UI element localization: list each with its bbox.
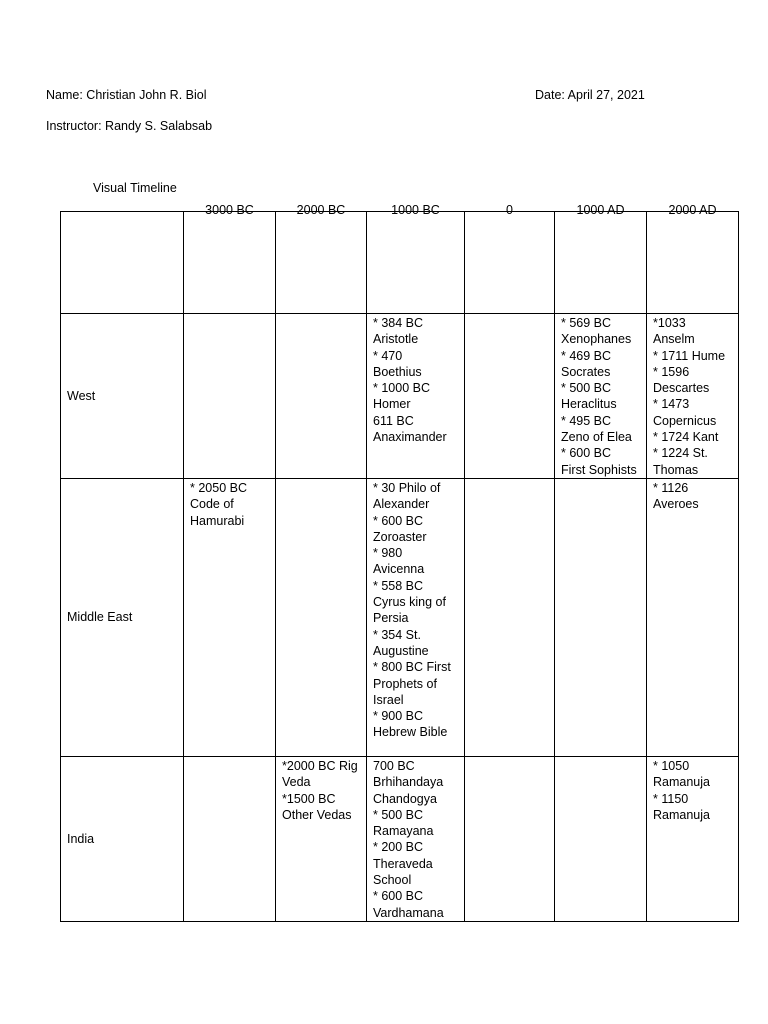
timeline-entry-line: Avicenna — [373, 562, 425, 577]
timeline-entry-line: * 1000 BC — [373, 381, 430, 396]
header-cell-0: 0 — [465, 212, 555, 314]
timeline-entry-line: * 558 BC — [373, 578, 424, 593]
header-cell-2000ad: 2000 AD — [647, 212, 739, 314]
timeline-cell — [465, 314, 555, 479]
timeline-entry-line: Cyrus king of — [373, 595, 446, 610]
timeline-entry-line: Israel — [373, 692, 404, 707]
timeline-cell — [276, 756, 367, 921]
timeline-entry-line: * 1711 Hume — [653, 348, 726, 363]
timeline-entry-line: * 200 BC — [373, 840, 424, 855]
timeline-entry-line: Vardhamana — [373, 905, 444, 920]
student-name: Name: Christian John R. Biol — [46, 88, 207, 102]
timeline-cell — [555, 756, 647, 921]
header-cell-2000bc: 2000 BC — [276, 212, 367, 314]
timeline-entry-line: * 354 St. — [373, 627, 421, 642]
timeline-entry-line: *1500 BC — [282, 791, 336, 806]
timeline-entry-line: 700 BC — [373, 758, 415, 773]
timeline-cell — [367, 314, 465, 479]
timeline-row-india — [61, 756, 739, 921]
timeline-entry-line: Xenophanes — [561, 332, 632, 347]
timeline-entry-line: * 1473 — [653, 397, 690, 412]
timeline-entry-line: Brhihandaya — [373, 775, 444, 790]
timeline-entry-line: * 600 BC — [561, 446, 612, 461]
timeline-entry-line: *1033 — [653, 316, 686, 330]
timeline-cell — [465, 478, 555, 756]
timeline-entry-line: * 900 BC — [373, 709, 424, 724]
timeline-entry-line: Boethius — [373, 364, 422, 379]
timeline-entry-line: * 1724 Kant — [653, 430, 719, 445]
timeline-entry-line: School — [373, 873, 412, 888]
timeline-entry-line: * 600 BC — [373, 513, 424, 528]
timeline-entry-line: * 569 BC — [561, 316, 612, 330]
timeline-cell — [184, 478, 276, 756]
timeline-row-middle-east — [61, 478, 739, 756]
timeline-entry-line: * 470 — [373, 348, 403, 363]
timeline-entry-line: Persia — [373, 611, 409, 626]
timeline-entry-line: Averoes — [653, 497, 699, 512]
timeline-entry-line: Ramanuja — [653, 807, 710, 822]
timeline-entry-line: Chandogya — [373, 791, 437, 806]
timeline-cell — [276, 478, 367, 756]
timeline-entry-line: * 800 BC First — [373, 660, 451, 675]
timeline-entry-line: Aristotle — [373, 332, 419, 347]
timeline-entry-line: First Sophists — [561, 462, 637, 477]
timeline-cell — [647, 314, 739, 479]
header-cell-3000bc: 3000 BC — [184, 212, 276, 314]
timeline-cell — [647, 478, 739, 756]
region-label: Middle East — [61, 478, 184, 756]
timeline-entry-line: * 1224 St. — [653, 446, 708, 461]
timeline-entry-line: * 1596 — [653, 364, 690, 379]
region-label: West — [61, 314, 184, 479]
instructor-name: Instructor: Randy S. Salabsab — [46, 119, 213, 133]
timeline-entry-line: * 495 BC — [561, 413, 612, 428]
timeline-entry-line: Zoroaster — [373, 529, 427, 544]
timeline-entry-line: Copernicus — [653, 413, 717, 428]
timeline-cell — [555, 478, 647, 756]
timeline-cell — [367, 756, 465, 921]
timeline-cell — [184, 314, 276, 479]
timeline-entry-line: * 980 — [373, 546, 403, 561]
timeline-entry-line: Thomas — [653, 462, 699, 477]
timeline-cell — [465, 756, 555, 921]
timeline-entry-line: Socrates — [561, 364, 611, 379]
document-date: Date: April 27, 2021 — [535, 88, 645, 102]
timeline-entry-line: * 1150 — [653, 791, 689, 806]
region-label: India — [61, 756, 184, 921]
timeline-row-west — [61, 314, 739, 479]
timeline-entry-line: Theraveda — [373, 856, 433, 871]
timeline-entry-line: 611 BC — [373, 413, 414, 428]
timeline-entry-line: Alexander — [373, 497, 430, 512]
timeline-entry-line: Prophets of — [373, 676, 437, 691]
timeline-entry-line: * 1050 — [653, 758, 690, 773]
timeline-entry-line: * 469 BC — [561, 348, 612, 363]
timeline-entry-line: * 384 BC — [373, 316, 424, 330]
timeline-entry-line: * 1126 — [653, 480, 689, 495]
timeline-entry-line: Heraclitus — [561, 397, 617, 412]
timeline-entry-line: Ramayana — [373, 824, 434, 839]
timeline-entry-line: Anaximander — [373, 430, 447, 445]
timeline-entry-line: * 500 BC — [373, 807, 424, 822]
timeline-cell — [184, 756, 276, 921]
timeline-entry-line: * 30 Philo of — [373, 480, 441, 495]
timeline-entry-line: Ramanuja — [653, 775, 710, 790]
timeline-entry-line: * 2050 BC — [190, 480, 247, 495]
timeline-cell — [555, 314, 647, 479]
timeline-entry-line: Code of — [190, 497, 234, 512]
timeline-table — [60, 203, 739, 922]
timeline-entry-line: Hamurabi — [190, 513, 245, 528]
timeline-entry-line: Homer — [373, 397, 411, 412]
timeline-entry-line: Hebrew Bible — [373, 725, 448, 740]
timeline-entry-line: Descartes — [653, 381, 710, 396]
timeline-cell — [367, 478, 465, 756]
header-cell-1000bc: 1000 BC — [367, 212, 465, 314]
timeline-entry-line: * 600 BC — [373, 889, 424, 904]
header-cell-empty — [61, 212, 184, 314]
header-cell-1000ad: 1000 AD — [555, 212, 647, 314]
timeline-cell — [276, 314, 367, 479]
timeline-entry-line: Anselm — [653, 332, 695, 347]
timeline-entry-line: Other Vedas — [282, 807, 352, 822]
timeline-entry-line: * 500 BC — [561, 381, 612, 396]
timeline-entry-line: Veda — [282, 775, 311, 790]
timeline-entry-line: Augustine — [373, 643, 429, 658]
timeline-cell — [647, 756, 739, 921]
timeline-header-row — [61, 212, 739, 314]
timeline-entry-line: *2000 BC Rig — [282, 758, 358, 773]
timeline-entry-line: Zeno of Elea — [561, 430, 632, 445]
timeline-caption: Visual Timeline — [93, 181, 177, 195]
